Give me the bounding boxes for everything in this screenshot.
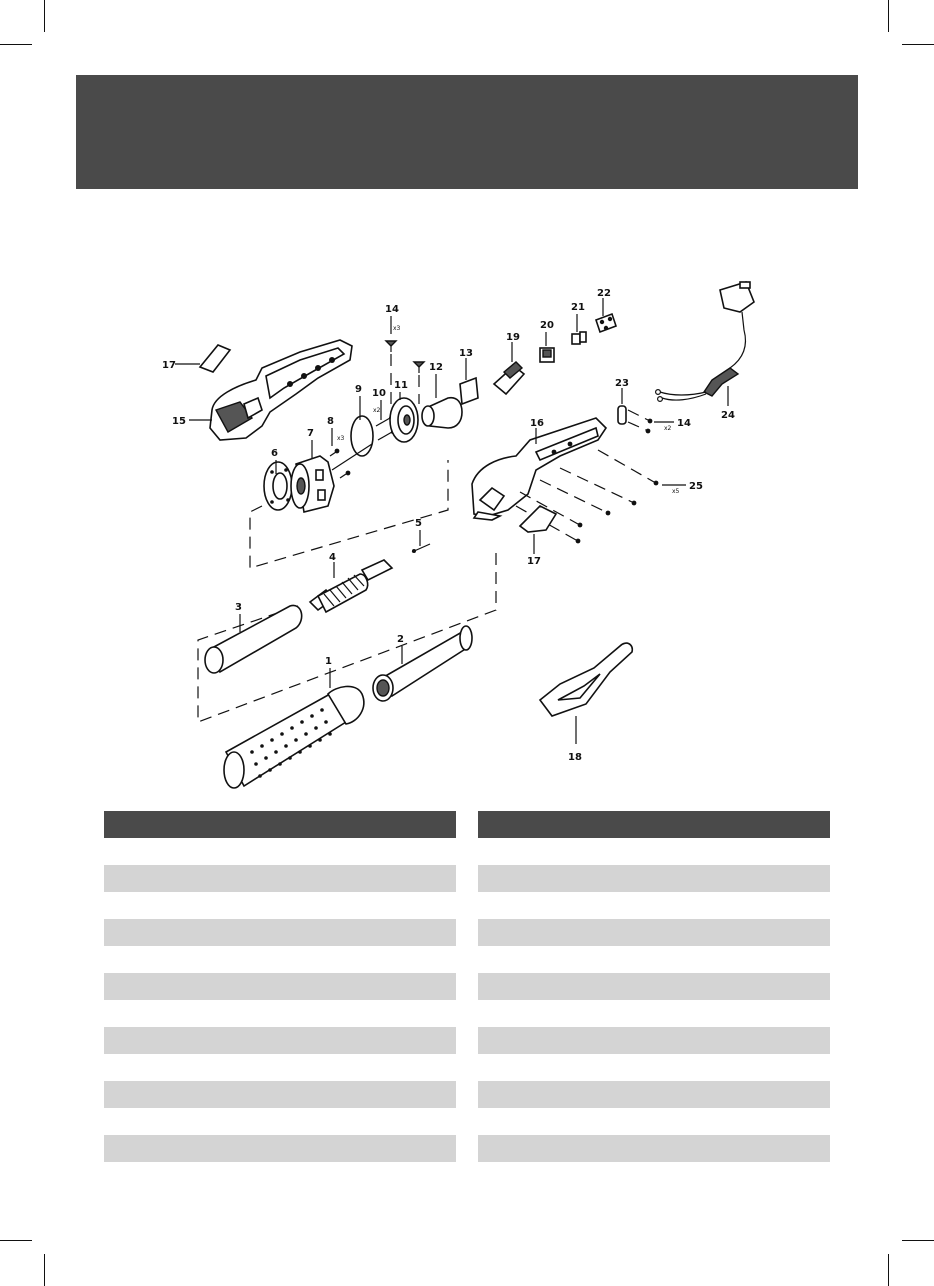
part-19-switch [494,362,524,394]
label-21: 21 [571,302,585,313]
label-3: 3 [235,602,242,613]
table-row [104,1081,456,1108]
label-5: 5 [415,518,422,529]
table-row [104,1135,456,1162]
label-18: 18 [568,752,582,763]
part-20-switch-block [540,348,554,362]
qty-14-top: x3 [393,325,401,332]
table-row [478,1162,830,1189]
label-17-lower: 17 [527,556,541,567]
qty-14-side: x2 [664,425,672,432]
table-row [104,1000,456,1027]
label-19: 19 [506,332,520,343]
table-row [104,892,456,919]
label-11: 11 [394,380,408,391]
crop-mark [888,1254,889,1286]
part-17-lower-insert [520,506,556,532]
label-7: 7 [307,428,314,439]
label-24: 24 [721,410,735,421]
table-row [104,1027,456,1054]
table-row [104,946,456,973]
crop-mark [0,1240,32,1241]
qty-10: x2 [373,407,381,414]
table-row [104,1108,456,1135]
table-row [104,973,456,1000]
part-24-power-cable [656,282,754,401]
part-11-fan-wheel [390,398,418,442]
part-3-tube [205,605,302,673]
table-row [478,919,830,946]
table-row [478,1108,830,1135]
label-14-top: 14 [385,304,399,315]
label-17: 17 [162,360,176,371]
part-9-disc [332,416,373,470]
table-row [478,1027,830,1054]
part-21-connector [572,332,586,344]
table-row [478,1054,830,1081]
part-23-cable-clamp [618,406,626,424]
label-12: 12 [429,362,443,373]
label-16: 16 [530,418,544,429]
table-row [478,838,830,865]
table-header [104,811,456,838]
table-row [478,1135,830,1162]
table-row [104,919,456,946]
crop-mark [44,1254,45,1286]
label-8: 8 [327,416,334,427]
table-row [478,1081,830,1108]
label-1: 1 [325,656,332,667]
part-7-fan-housing [291,456,334,512]
label-2: 2 [397,634,404,645]
part-5-sensor [412,544,430,553]
part-1-outer-nozzle [224,686,364,788]
table-row [478,946,830,973]
label-9: 9 [355,384,362,395]
part-13-plate [460,378,478,404]
label-10: 10 [372,388,386,399]
label-23: 23 [615,378,629,389]
table-row [478,892,830,919]
table-row [478,973,830,1000]
label-13: 13 [459,348,473,359]
part-18-scraper-nozzle [540,643,632,716]
label-25: 25 [689,481,703,492]
label-15: 15 [172,416,186,427]
part-22-terminal-block [596,314,616,332]
table-row [104,865,456,892]
qty-25: x5 [672,488,680,495]
table-row [104,838,456,865]
part-6-flange [264,462,292,510]
part-16-right-housing [472,418,606,520]
part-12-motor [422,398,462,428]
table-header [478,811,830,838]
part-14-screws-side [628,410,652,433]
parts-table-right [478,811,830,1189]
part-4-heating-element [310,560,392,612]
part-8-screws [330,449,350,478]
table-row [478,865,830,892]
table-row [104,1054,456,1081]
crop-mark [902,1240,934,1241]
table-row [478,1000,830,1027]
label-20: 20 [540,320,554,331]
qty-8: x3 [337,435,345,442]
label-6: 6 [271,448,278,459]
table-row [104,1162,456,1189]
parts-table-left [104,811,456,1189]
part-17-grip-insert [200,345,230,372]
label-4: 4 [329,552,336,563]
label-14-side: 14 [677,418,691,429]
label-22: 22 [597,288,611,299]
